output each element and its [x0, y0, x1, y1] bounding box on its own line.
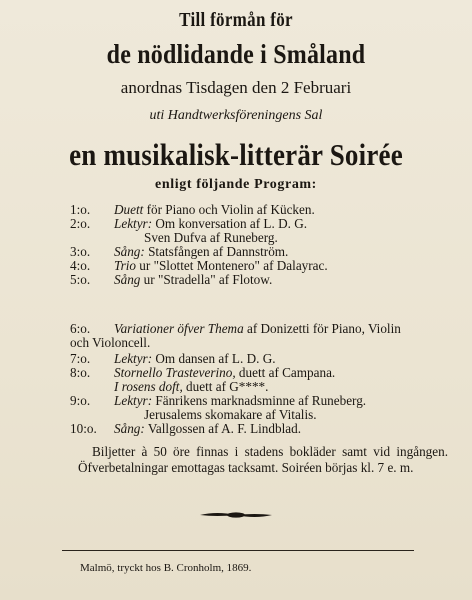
- program-part-2: [70, 322, 450, 436]
- item-subtext: duett af G****.: [182, 379, 269, 394]
- item-number: 3:o.: [70, 244, 91, 259]
- program-heading: enligt följande Program:: [155, 177, 317, 192]
- item-number: 2:o.: [70, 216, 91, 231]
- program-item: [70, 245, 450, 259]
- item-title: Trio: [114, 258, 136, 273]
- header-line-4: uti Handtwerksföreningens Sal: [149, 108, 323, 123]
- ticket-info: [78, 444, 448, 476]
- program-item: [70, 259, 450, 273]
- item-number: 6:o.: [70, 321, 91, 336]
- program-item: [70, 273, 450, 287]
- program-item: [70, 203, 450, 217]
- item-title: Lektyr:: [114, 393, 153, 408]
- program-part-1: [70, 203, 450, 287]
- item-text: Statsfången af Dannström.: [144, 244, 289, 259]
- program-item: [70, 217, 450, 231]
- item-text: Om dansen af L. D. G.: [152, 351, 276, 366]
- ticket-text: Biljetter à 50 öre finnas i stadens bokläder samt vid ingången. Öfverbetalningar emottagas tacksamt. Soiréen börjas kl. 7 e. m.: [78, 444, 448, 475]
- item-number: 7:o.: [70, 351, 91, 366]
- program-item: [70, 352, 450, 366]
- item-text: duett af Campana.: [235, 365, 336, 380]
- ornament-divider-icon: [198, 510, 274, 520]
- item-title: Duett: [114, 202, 144, 217]
- item-number: 4:o.: [70, 258, 91, 273]
- item-title: Lektyr:: [114, 216, 153, 231]
- item-wrap-text: och Violoncell.: [70, 335, 151, 350]
- item-wrap: [26, 336, 450, 350]
- item-text: ur "Stradella" af Flotow.: [140, 272, 273, 287]
- item-title: Sång:: [114, 244, 145, 259]
- program-item: [70, 394, 450, 408]
- item-text: af Donizetti för Piano, Violin: [243, 321, 401, 336]
- item-title: Stornello Trasteverino,: [114, 365, 236, 380]
- item-text: Vallgossen af A. F. Lindblad.: [144, 421, 301, 436]
- item-continuation: Jerusalems skomakare af Vitalis.: [144, 407, 317, 422]
- item-number: 1:o.: [70, 202, 91, 217]
- header-line-3: anordnas Tisdagen den 2 Februari: [120, 78, 352, 97]
- item-continuation: [70, 380, 450, 394]
- program-item: [70, 366, 450, 380]
- item-number: 9:o.: [70, 393, 91, 408]
- printer-imprint: Malmö, tryckt hos B. Cronholm, 1869.: [80, 562, 252, 574]
- item-number: 8:o.: [70, 365, 91, 380]
- item-subtitle: I rosens doft,: [114, 379, 183, 394]
- item-text: Fänrikens marknadsminne af Runeberg.: [152, 393, 367, 408]
- item-text: ur "Slottet Montenero" af Dalayrac.: [136, 258, 328, 273]
- item-number: 5:o.: [70, 272, 91, 287]
- header-line-1: Till förmån för: [179, 8, 293, 31]
- item-title: Sång:: [114, 421, 145, 436]
- program-item: [70, 322, 450, 336]
- header-line-2: de nödlidande i Småland: [106, 39, 366, 70]
- item-text: för Piano och Violin af Kücken.: [143, 202, 315, 217]
- event-title: en musikalisk-litterär Soirée: [69, 138, 403, 172]
- item-continuation: Sven Dufva af Runeberg.: [144, 230, 278, 245]
- item-title: Sång: [114, 272, 141, 287]
- item-title: Variationer öfver Thema: [114, 321, 244, 336]
- program-item: [70, 422, 450, 436]
- item-number: 10:o.: [70, 421, 97, 436]
- item-text: Om konversation af L. D. G.: [152, 216, 308, 231]
- footer-rule: [62, 550, 414, 551]
- item-title: Lektyr:: [114, 351, 153, 366]
